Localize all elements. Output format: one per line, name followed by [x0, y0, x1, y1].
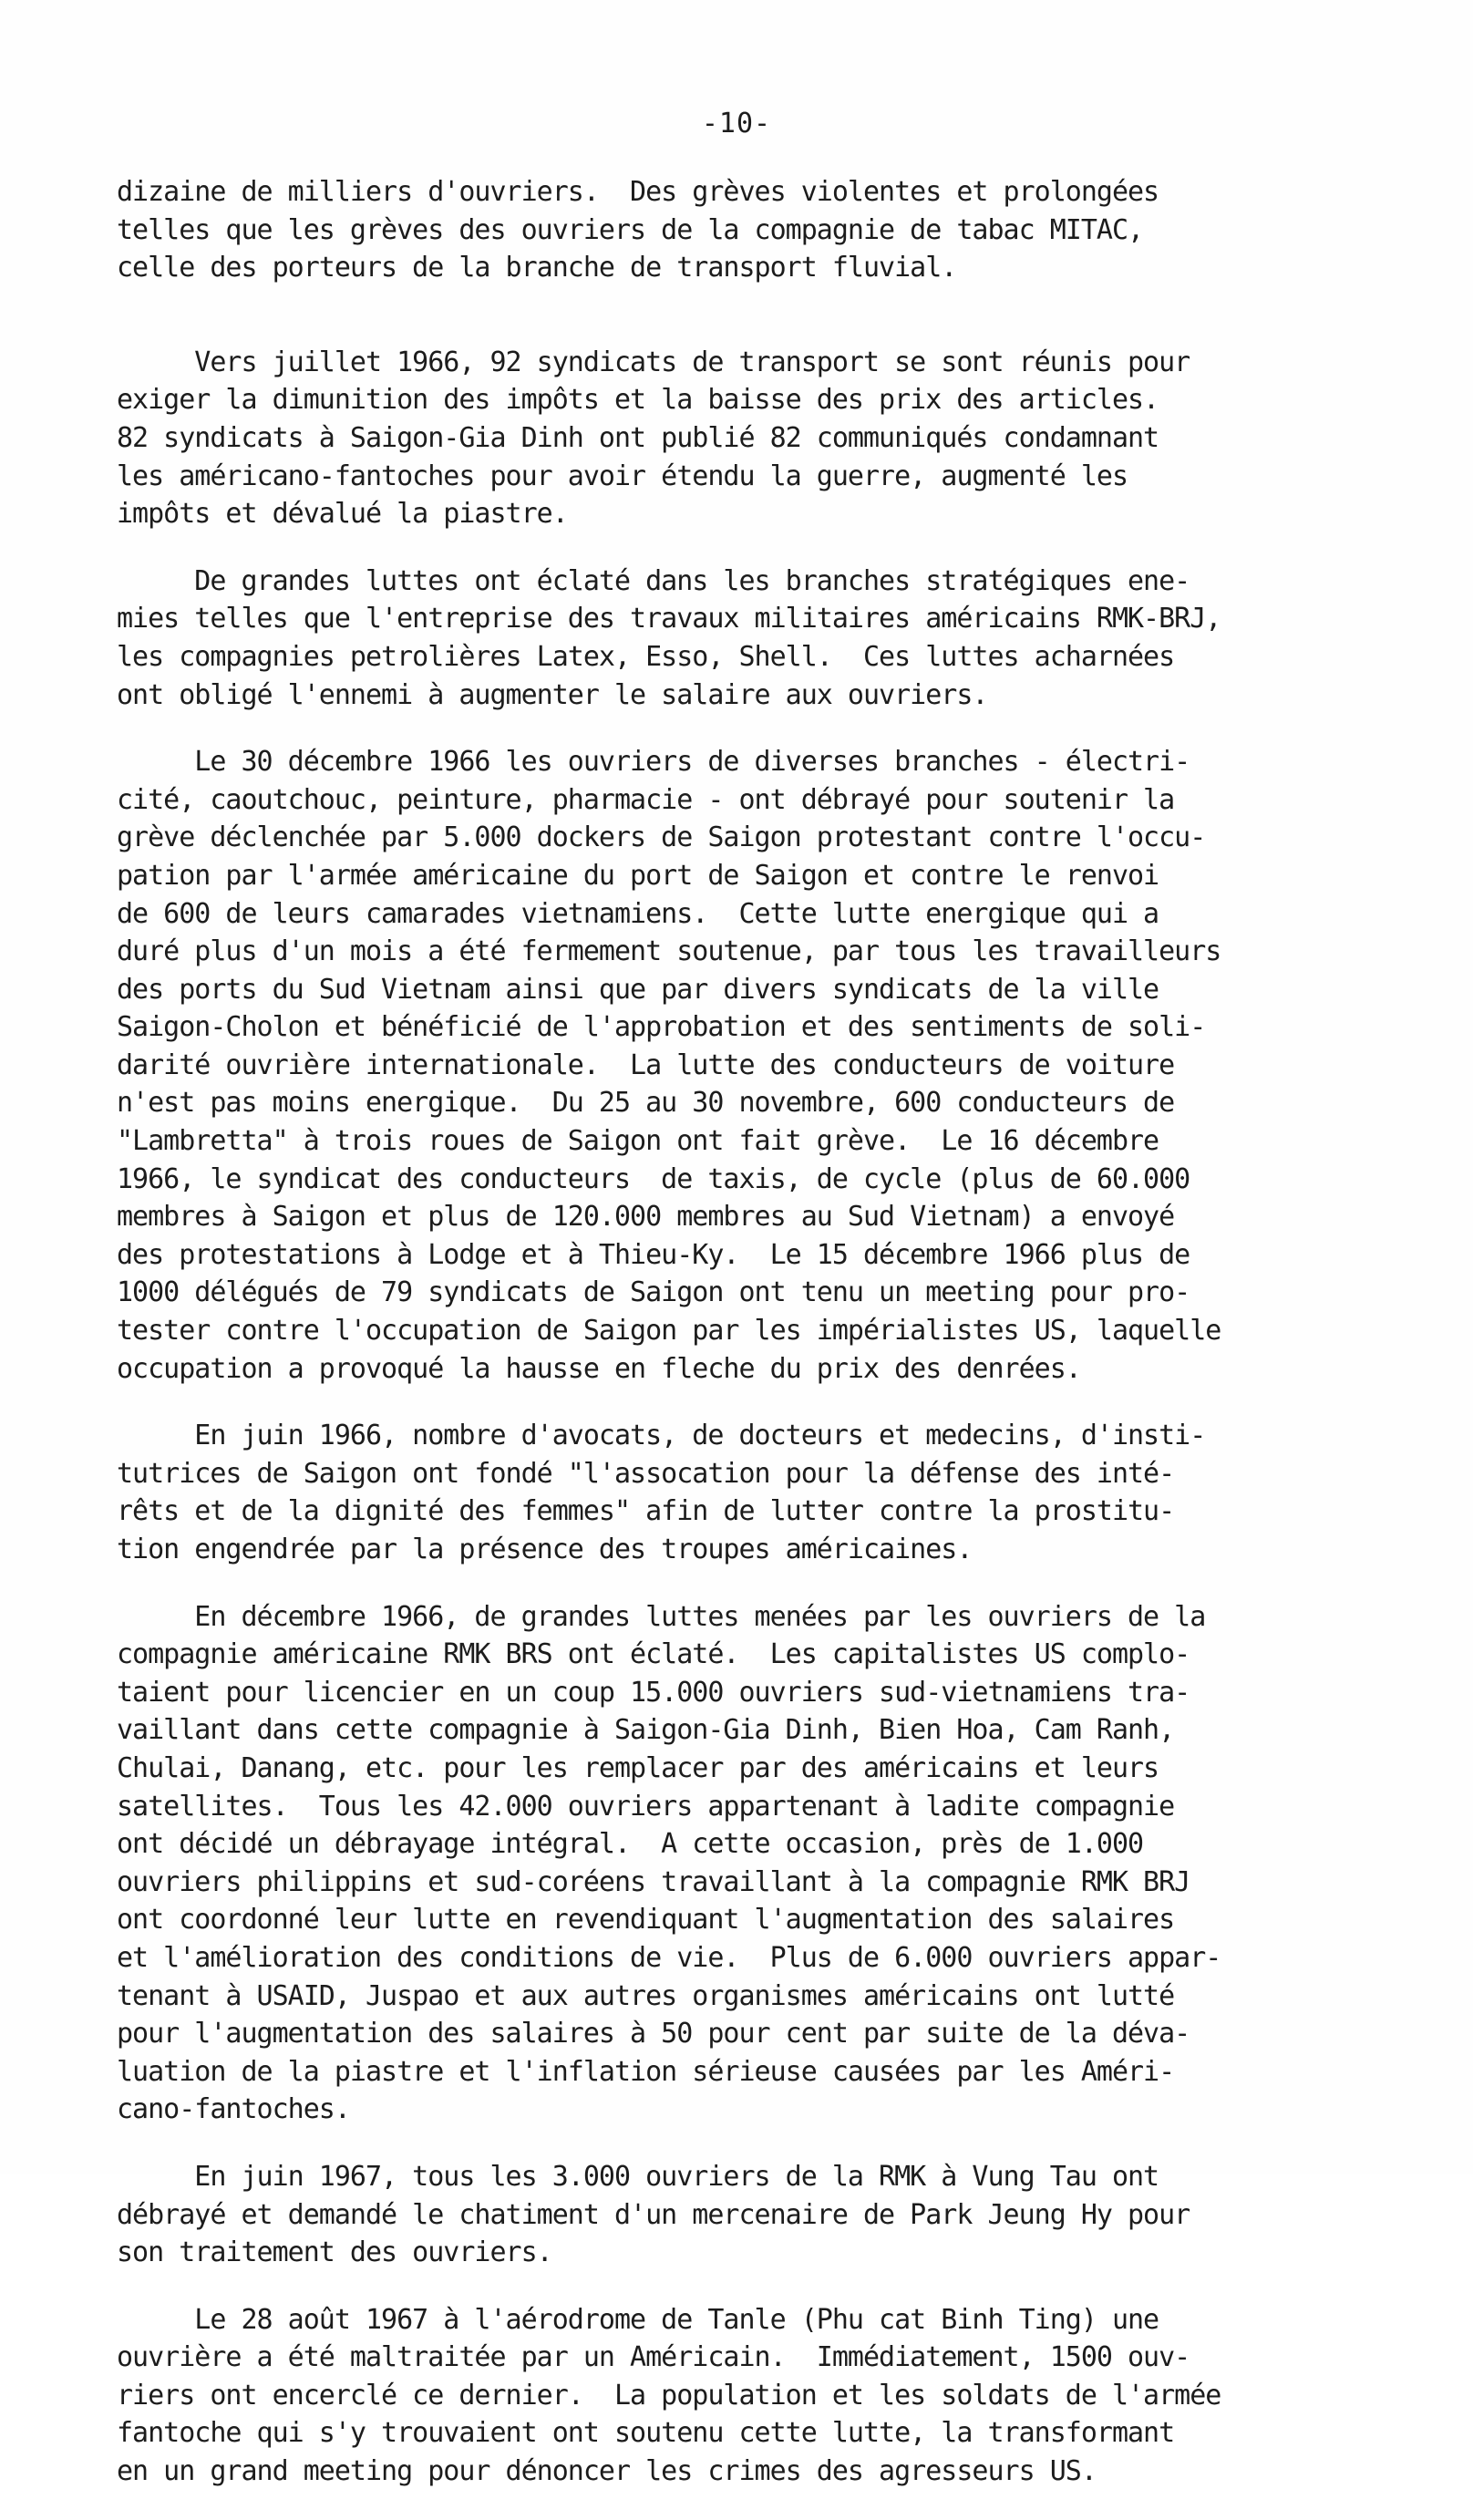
text-line: luation de la piastre et l'inflation sérieuse causées par les Améri- — [117, 2055, 1175, 2088]
text-line: de 600 de leurs camarades vietnamiens. Cette lutte energique qui a — [117, 897, 1159, 930]
text-line: dizaine de milliers d'ouvriers. Des grèves violentes et prolongées — [117, 176, 1159, 208]
paragraph-4 — [117, 743, 1420, 1388]
text-line: 82 syndicats à Saigon-Gia Dinh ont publié 82 communiqués condamnant — [117, 421, 1159, 454]
text-line: cité, caoutchouc, peinture, pharmacie - ont débrayé pour soutenir la — [117, 783, 1175, 816]
text-line: De grandes luttes ont éclaté dans les branches stratégiques ene- — [117, 564, 1190, 597]
paragraph-7 — [117, 2158, 1420, 2272]
text-line: ouvriers philippins et sud-coréens travaillant à la compagnie RMK BRJ — [117, 1865, 1190, 1898]
text-line: Saigon-Cholon et bénéficié de l'approbation et des sentiments de soli- — [117, 1011, 1206, 1044]
text-line: grève déclenchée par 5.000 dockers de Saigon protestant contre l'occu- — [117, 821, 1206, 854]
body-text — [117, 173, 1420, 2520]
text-line: cano-fantoches. — [117, 2093, 350, 2126]
text-line: Vers juillet 1966, 92 syndicats de transport se sont réunis pour — [117, 346, 1190, 378]
paragraph-8 — [117, 2301, 1420, 2491]
text-line: Le 28 août 1967 à l'aérodrome de Tanle (Phu cat Binh Ting) une — [117, 2303, 1159, 2336]
paragraph-6 — [117, 1598, 1420, 2129]
text-line: mies telles que l'entreprise des travaux militaires américains RMK-BRJ, — [117, 603, 1221, 635]
paragraph-3 — [117, 563, 1420, 714]
text-line: 1966, le syndicat des conducteurs de taxis, de cycle (plus de 60.000 — [117, 1162, 1190, 1195]
text-line: ont obligé l'ennemi à augmenter le salaire aux ouvriers. — [117, 678, 988, 711]
text-line: pour l'augmentation des salaires à 50 pour cent par suite de la déva- — [117, 2018, 1190, 2050]
text-line: impôts et dévalué la piastre. — [117, 498, 568, 531]
text-line: ont coordonné leur lutte en revendiquant l'augmentation des salaires — [117, 1904, 1175, 1936]
text-line: rêts et de la dignité des femmes" afin de lutter contre la prostitu- — [117, 1495, 1175, 1528]
text-line: les américano-fantoches pour avoir étendu la guerre, augmenté les — [117, 460, 1128, 492]
page-number: -10- — [701, 108, 772, 139]
text-line: membres à Saigon et plus de 120.000 membres au Sud Vietnam) a envoyé — [117, 1201, 1175, 1234]
text-line: en un grand meeting pour dénoncer les crimes des agresseurs US. — [117, 2455, 1097, 2488]
text-line: "Lambretta" à trois roues de Saigon ont fait grève. Le 16 décembre — [117, 1125, 1159, 1158]
text-line: compagnie américaine RMK BRS ont éclaté. Les capitalistes US complo- — [117, 1638, 1190, 1671]
text-line: satellites. Tous les 42.000 ouvriers appartenant à ladite compagnie — [117, 1790, 1175, 1823]
text-line: les compagnies petrolières Latex, Esso, Shell. Ces luttes acharnées — [117, 640, 1175, 673]
text-line: ouvrière a été maltraitée par un Américain. Immédiatement, 1500 ouv- — [117, 2341, 1190, 2374]
text-line: tester contre l'occupation de Saigon par les impérialistes US, laquelle — [117, 1315, 1221, 1348]
text-line: n'est pas moins energique. Du 25 au 30 novembre, 600 conducteurs de — [117, 1087, 1175, 1120]
text-line: son traitement des ouvriers. — [117, 2236, 552, 2269]
paragraph-1 — [117, 173, 1420, 287]
text-line: ont décidé un débrayage intégral. A cette occasion, près de 1.000 — [117, 1828, 1144, 1861]
text-line: débrayé et demandé le chatiment d'un mercenaire de Park Jeung Hy pour — [117, 2198, 1190, 2231]
text-line: occupation a provoqué la hausse en fleche du prix des denrées. — [117, 1352, 1081, 1385]
text-line: En juin 1966, nombre d'avocats, de docteurs et medecins, d'insti- — [117, 1420, 1206, 1452]
text-line: telles que les grèves des ouvriers de la compagnie de tabac MITAC, — [117, 213, 1144, 246]
text-line: des ports du Sud Vietnam ainsi que par divers syndicats de la ville — [117, 973, 1159, 1006]
text-line: pation par l'armée américaine du port de Saigon et contre le renvoi — [117, 859, 1159, 892]
text-line: vaillant dans cette compagnie à Saigon-Gia Dinh, Bien Hoa, Cam Ranh, — [117, 1714, 1175, 1747]
text-line: exiger la dimunition des impôts et la baisse des prix des articles. — [117, 384, 1159, 417]
text-line: celle des porteurs de la branche de transport fluvial. — [117, 252, 957, 284]
paragraph-2 — [117, 344, 1420, 533]
text-line: 1000 délégués de 79 syndicats de Saigon ont tenu un meeting pour pro- — [117, 1276, 1190, 1309]
text-line: En décembre 1966, de grandes luttes menées par les ouvriers de la — [117, 1600, 1206, 1633]
paragraph-5 — [117, 1417, 1420, 1568]
text-line: tion engendrée par la présence des troupes américaines. — [117, 1534, 973, 1565]
text-line: tenant à USAID, Juspao et aux autres organismes américains ont lutté — [117, 1979, 1175, 2012]
text-line: darité ouvrière internationale. La lutte des conducteurs de voiture — [117, 1048, 1175, 1081]
text-line: duré plus d'un mois a été fermement soutenue, par tous les travailleurs — [117, 935, 1221, 968]
text-line: taient pour licencier en un coup 15.000 ouvriers sud-vietnamiens tra- — [117, 1676, 1190, 1709]
text-line: Le 30 décembre 1966 les ouvriers de diverses branches - électri- — [117, 746, 1190, 779]
text-line: et l'amélioration des conditions de vie. Plus de 6.000 ouvriers appar- — [117, 1941, 1221, 1974]
text-line: riers ont encerclé ce dernier. La population et les soldats de l'armée — [117, 2379, 1221, 2412]
text-line: tutrices de Saigon ont fondé "l'assocation pour la défense des inté- — [117, 1457, 1175, 1490]
text-line: En juin 1967, tous les 3.000 ouvriers de la RMK à Vung Tau ont — [117, 2160, 1159, 2193]
text-line: fantoche qui s'y trouvaient ont soutenu cette lutte, la transformant — [117, 2417, 1175, 2450]
text-line: Chulai, Danang, etc. pour les remplacer par des américains et leurs — [117, 1751, 1159, 1784]
text-line: des protestations à Lodge et à Thieu-Ky. Le 15 décembre 1966 plus de — [117, 1238, 1190, 1271]
